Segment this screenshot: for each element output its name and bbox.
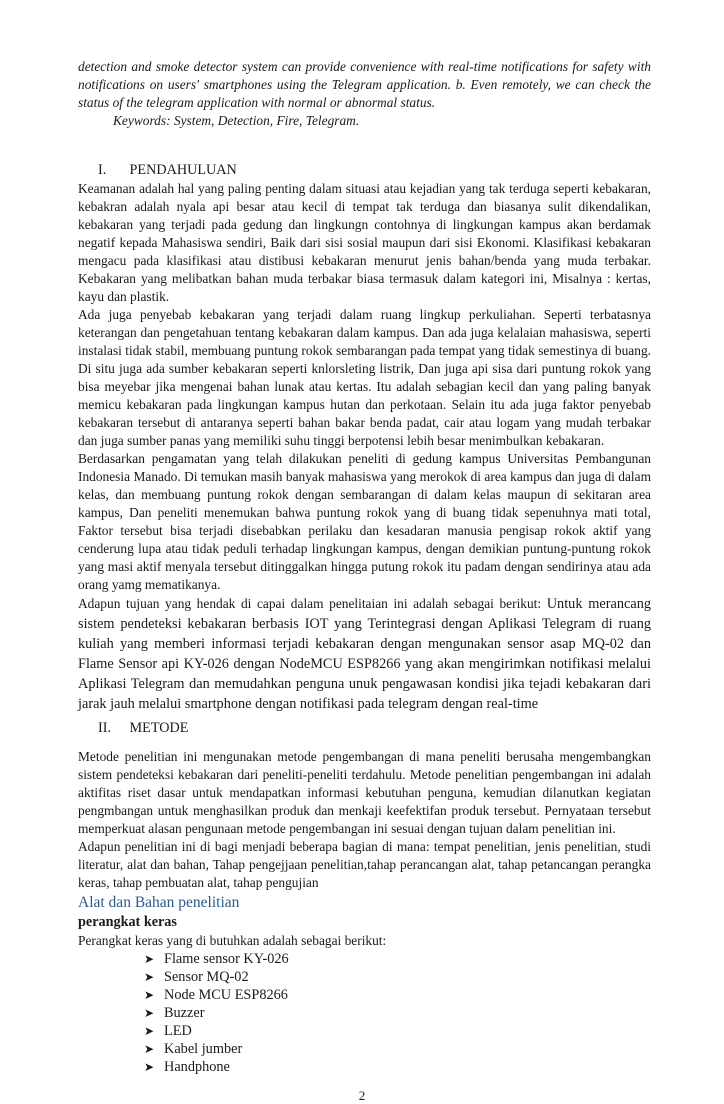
goal-paragraph (78, 594, 651, 714)
list-item (144, 1004, 651, 1022)
arrowhead-bullet-icon: ➤ (144, 1060, 155, 1074)
hardware-list (78, 950, 651, 1076)
list-item (144, 1040, 651, 1058)
list-item-text: Handphone (164, 1059, 230, 1075)
list-item (144, 1022, 651, 1040)
paragraph: Ada juga penyebab kebakaran yang terjadi dalam ruang lingkup perkuliahan. Seperti terbatasnya keterangan dan pengetahuan tentang kebakaran dalam kampus. Dan ada juga kelalaian mahasiswa, seperti instalasi tidak stabil, membuang puntung rokok sembarangan pada tempat yang tidak semestinya di buang. Di situ juga ada sumber kebakaran seperti knlorsleting listrik, Dan juga api sisa dari puntung rokok yang bisa meyebar jika mengenai bahan lunak atau kertas. Itu adalah sebagian kecil dan yang paling banyak memicu kebakaran pada lingkungan kampus hutan dan perkotaan. Selain itu ada juga faktor penyebab kebakaran tersebut di antaranya seperti bahan bakar benda padat, cair atau logam yang mudah terbakar dan juga sumber panas yang memiliki suhu tinggi berpotensi lebih besar menimbulkan kebakaran. (78, 307, 651, 448)
list-item (144, 950, 651, 968)
abstract-text: detection and smoke detector system can provide convenience with real-time notifications for safety with notifications on users' smartphones using the Telegram application. b. Even remotely, we can check the status of the telegram application with normal or abnormal status. (78, 59, 651, 110)
list-item-text: Kabel jumber (164, 1041, 243, 1057)
list-item-text: Flame sensor KY-026 (164, 951, 289, 967)
section-number: II. (98, 720, 111, 736)
list-intro: Perangkat keras yang di butuhkan adalah sebagai berikut: (78, 933, 387, 948)
arrowhead-bullet-icon: ➤ (144, 988, 155, 1002)
page-number: 2 (358, 1088, 366, 1103)
goal-text: Untuk merancang sistem pendeteksi kebakaran berbasis IOT yang Terintegrasi dengan Aplikasi Telegram di ruang kuliah yang memberi informasi terjadi kebakaran dengan mengunakan sensor asap MQ-02 dan Flame Sensor api KY-026 dengan NodeMCU ESP8266 yang akan mengirimkan notifikasi melalui Aplikasi Telegram dan memudahkan penguna unuk pengawasan kondisi jika tejadi kebakaran dari jarak jauh melalui smartphone dengan notifikasi pada telegram dengan real-time (78, 596, 652, 712)
paragraph: Adapun penelitian ini di bagi menjadi beberapa bagian di mana: tempat penelitian, jenis penelitian, studi literatur, alat dan bahan, Tahap pengejjaan penelitian,tahap perancangan alat, tahap petancangan perangka keras, tahap pembuatan alat, tahap pengujian (78, 839, 651, 890)
list-item-text: Sensor MQ-02 (164, 969, 249, 985)
list-item-text: Node MCU ESP8266 (164, 987, 288, 1003)
paragraph: Metode penelitian ini mengunakan metode pengembangan di mana peneliti berusaha mengembangkan sistem pendeteksi kebakaran dari peneliti-peneliti terdahulu. Metode penelitian pengembangan ini adalah aktifitas riset dasar untuk mendapatkan informasi kebutuhan penguna, kemudian dilanutkan kegiatan pengmbangan untuk menghasilkan produk dan menkaji keefektifan produk tersebut. Pernyataan tersebut memperkuat alasan pengunaan metode pengembangan ini sesuai dengan tujuan dalam penelitian ini. (78, 749, 651, 836)
list-item (144, 1058, 651, 1076)
document-page (78, 58, 651, 1076)
arrowhead-bullet-icon: ➤ (144, 1024, 155, 1038)
section-heading-pendahuluan (78, 160, 651, 180)
arrowhead-bullet-icon: ➤ (144, 952, 155, 966)
section-number: I. (98, 162, 107, 178)
list-item (144, 968, 651, 986)
list-item-text: Buzzer (164, 1005, 205, 1021)
arrowhead-bullet-icon: ➤ (144, 1042, 155, 1056)
bold-heading: perangkat keras (78, 914, 177, 930)
arrowhead-bullet-icon: ➤ (144, 970, 155, 984)
list-item-text: LED (164, 1023, 192, 1039)
paragraph: Berdasarkan pengamatan yang telah dilakukan peneliti di gedung kampus Universitas Pembangunan Indonesia Manado. Di temukan masih banyak mahasiswa yang merokok di area kampus dan juga di dalam kelas, dan membuang puntung rokok dengan sembarangan di dalam kelas maupun di sekitaran area kampus, Dan peneliti menemukan bahwa puntung rokok yang di buang tidak sepenuhnya mati total, Faktor tersebut bisa terjadi disebabkan perilaku dan kesadaran manusia pengisap rokok aktif yang cenderung lupa atau tidak peduli terhadap lingkungan kampus, dengan demikian puntung-puntung rokok yang masi aktif menyala tersebut ditinggalkan hingga putung rokok itu padam dengan sendirinya atau ada orang yamg mematikanya. (78, 451, 651, 592)
subheading: Alat dan Bahan penelitian (78, 894, 240, 911)
paragraph: Keamanan adalah hal yang paling penting dalam situasi atau kejadian yang tak terduga seperti kebakaran, kebakran adalah nyala api besar atau kecil di tempat tak terduga dan biasanya sulit dikendalikan, kebakaran yang terjadi pada gedung dan lingkungn contohnya di lingkungan kampus akan berdamak negatif kepada Mahasiswa sendiri, Baik dari sisi sosial maupun dari sisi Ekonomi. Klasifikasi kebakaran mengacu pada klasifikasi atau distibusi kebakaran menurut jenis bahan/benda yang muda terbakar. Kebakaran yang melibatkan bahan muda terbakar biasa termasuk dalam kategori ini, Misalnya : kertas, kayu dan plastik. (78, 181, 651, 304)
arrowhead-bullet-icon: ➤ (144, 1006, 155, 1020)
section-heading-metode (78, 718, 651, 738)
goal-intro: Adapun tujuan yang hendak di capai dalam penelitaian ini adalah sebagai berikut: (78, 596, 547, 611)
section-title: PENDAHULUAN (129, 162, 237, 178)
keywords: Keywords: System, Detection, Fire, Telegram. (113, 113, 360, 128)
section-title: METODE (129, 720, 189, 736)
list-item (144, 986, 651, 1004)
